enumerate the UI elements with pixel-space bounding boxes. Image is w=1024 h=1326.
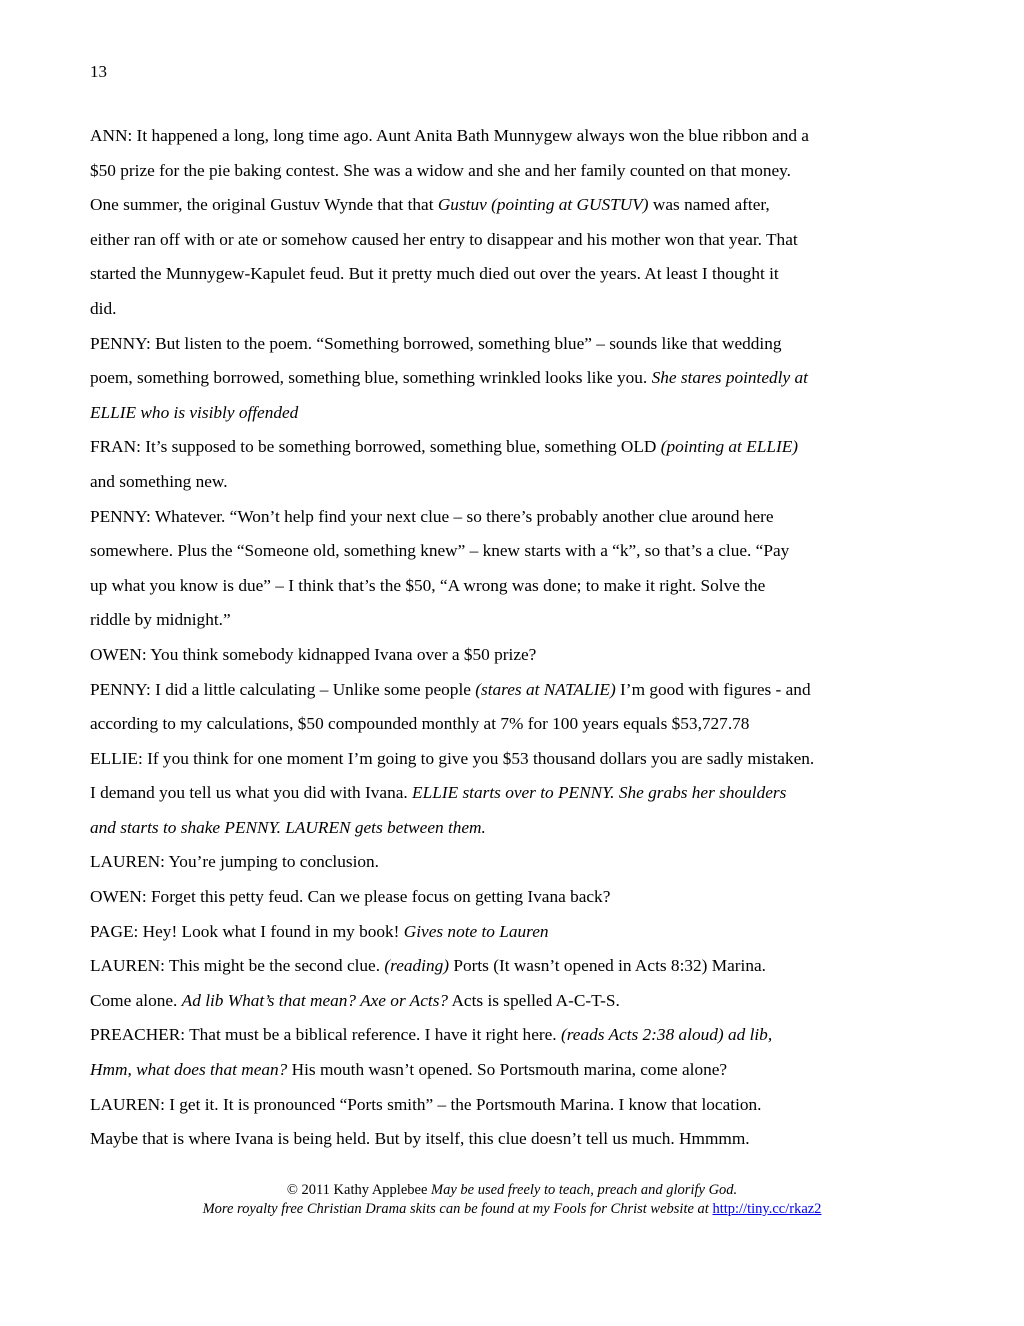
stage-direction: (stares at NATALIE) xyxy=(475,679,616,699)
dialogue-text: PENNY: But listen to the poem. “Something borrowed, something blue” – sounds like that wedding xyxy=(90,333,782,353)
dialogue-text: PREACHER: That must be a biblical reference. I have it right here. xyxy=(90,1025,561,1045)
stage-direction: Gives note to Lauren xyxy=(403,921,549,941)
dialogue-text: did. xyxy=(90,298,117,318)
dialogue-text: started the Munnygew-Kapulet feud. But it pretty much died out over the years. At least I thought it xyxy=(90,264,779,284)
dialogue-text: somewhere. Plus the “Someone old, something knew” – knew starts with a “k”, so that’s a clue. “Pay xyxy=(90,541,790,561)
dialogue-text: $50 prize for the pie baking contest. She was a widow and she and her family counted on that money. xyxy=(90,160,791,180)
script-line xyxy=(90,673,940,708)
dialogue-text: poem, something borrowed, something blue, something wrinkled looks like you. xyxy=(90,368,652,388)
script-line xyxy=(90,534,940,569)
dialogue-text: ELLIE: If you think for one moment I’m going to give you $53 thousand dollars you are sadly mistaken. xyxy=(90,748,815,768)
stage-direction: (reading) xyxy=(384,956,450,976)
script-line xyxy=(90,1018,940,1053)
website-notice: More royalty free Christian Drama skits can be found at my Fools for Christ website at xyxy=(202,1201,713,1217)
stage-direction: ELLIE who is visibly offended xyxy=(90,402,299,422)
script-line xyxy=(90,984,940,1019)
usage-notice: May be used freely to teach, preach and glorify God. xyxy=(431,1182,738,1198)
script-line xyxy=(90,361,940,396)
page-footer xyxy=(0,1181,1024,1219)
dialogue-text: Acts is spelled A-C-T-S. xyxy=(448,990,620,1010)
page-number: 13 xyxy=(90,62,107,81)
script-line xyxy=(90,1088,940,1123)
website-line xyxy=(0,1200,1024,1219)
script-line xyxy=(90,603,940,638)
script-line xyxy=(90,327,940,362)
script-line xyxy=(90,811,940,846)
script-line xyxy=(90,188,940,223)
dialogue-text: OWEN: Forget this petty feud. Can we please focus on getting Ivana back? xyxy=(90,887,611,907)
copyright-notice: © 2011 Kathy Applebee xyxy=(286,1182,431,1198)
script-line xyxy=(90,569,940,604)
dialogue-text: OWEN: You think somebody kidnapped Ivana over a $50 prize? xyxy=(90,644,537,664)
script-line xyxy=(90,465,940,500)
dialogue-text: PENNY: I did a little calculating – Unlike some people xyxy=(90,679,476,699)
dialogue-text: I’m good with figures - and xyxy=(615,679,811,699)
script-line xyxy=(90,1122,940,1157)
dialogue-text: Ports (It wasn’t opened in Acts 8:32) Marina. xyxy=(449,956,766,976)
dialogue-text: Come alone. xyxy=(90,990,182,1010)
copyright-line xyxy=(0,1181,1024,1200)
script-line xyxy=(90,880,940,915)
dialogue-text: His mouth wasn’t opened. So Portsmouth marina, come alone? xyxy=(287,1060,728,1080)
dialogue-text: either ran off with or ate or somehow caused her entry to disappear and his mother won that year. That xyxy=(90,229,798,249)
script-line xyxy=(90,915,940,950)
script-line xyxy=(90,119,940,154)
script-line xyxy=(90,292,940,327)
script-line xyxy=(90,776,940,811)
stage-direction: and starts to shake PENNY. LAUREN gets between them. xyxy=(90,817,486,837)
dialogue-text: LAUREN: You’re jumping to conclusion. xyxy=(90,852,379,872)
stage-direction: Hmm, what does that mean? xyxy=(90,1060,288,1080)
stage-direction: (reads Acts 2:38 aloud) ad lib, xyxy=(560,1025,773,1045)
script-line xyxy=(90,500,940,535)
dialogue-text: according to my calculations, $50 compounded monthly at 7% for 100 years equals $53,727.78 xyxy=(90,714,750,734)
website-link[interactable]: http://tiny.cc/rkaz2 xyxy=(712,1201,822,1217)
dialogue-text: Maybe that is where Ivana is being held. But by itself, this clue doesn’t tell us much. Hmmmm. xyxy=(90,1129,750,1149)
script-line xyxy=(90,430,940,465)
dialogue-text: was named after, xyxy=(648,195,770,215)
script-line xyxy=(90,638,940,673)
dialogue-text: PENNY: Whatever. “Won’t help find your next clue – so there’s probably another clue around here xyxy=(90,506,774,526)
dialogue-text: I demand you tell us what you did with Ivana. xyxy=(90,783,413,803)
dialogue-text: LAUREN: I get it. It is pronounced “Ports smith” – the Portsmouth Marina. I know that location. xyxy=(90,1094,762,1114)
dialogue-text: LAUREN: This might be the second clue. xyxy=(90,956,385,976)
dialogue-text: ANN: It happened a long, long time ago. Aunt Anita Bath Munnygew always won the blue ribbon and a xyxy=(90,126,809,145)
script-line xyxy=(90,257,940,292)
script-line xyxy=(90,845,940,880)
dialogue-text: riddle by midnight.” xyxy=(90,610,231,630)
script-line xyxy=(90,154,940,189)
script-line xyxy=(90,223,940,258)
script-line xyxy=(90,742,940,777)
dialogue-text: One summer, the original Gustuv Wynde that that xyxy=(90,195,438,215)
stage-direction: (pointing at ELLIE) xyxy=(660,437,799,457)
dialogue-text: and something new. xyxy=(90,471,228,491)
script-body xyxy=(90,119,940,1157)
stage-direction: Gustuv (pointing at GUSTUV) xyxy=(437,195,649,215)
dialogue-text: FRAN: It’s supposed to be something borrowed, something blue, something OLD xyxy=(90,437,661,457)
script-line xyxy=(90,949,940,984)
stage-direction: Ad lib What’s that mean? Axe or Acts? xyxy=(181,990,449,1010)
dialogue-text: up what you know is due” – I think that’s the $50, “A wrong was done; to make it right. Solve the xyxy=(90,575,766,595)
script-line xyxy=(90,1053,940,1088)
stage-direction: ELLIE starts over to PENNY. She grabs her shoulders xyxy=(412,783,787,803)
script-line xyxy=(90,396,940,431)
script-line xyxy=(90,707,940,742)
stage-direction: She stares pointedly at xyxy=(651,368,808,388)
dialogue-text: PAGE: Hey! Look what I found in my book! xyxy=(90,921,404,941)
